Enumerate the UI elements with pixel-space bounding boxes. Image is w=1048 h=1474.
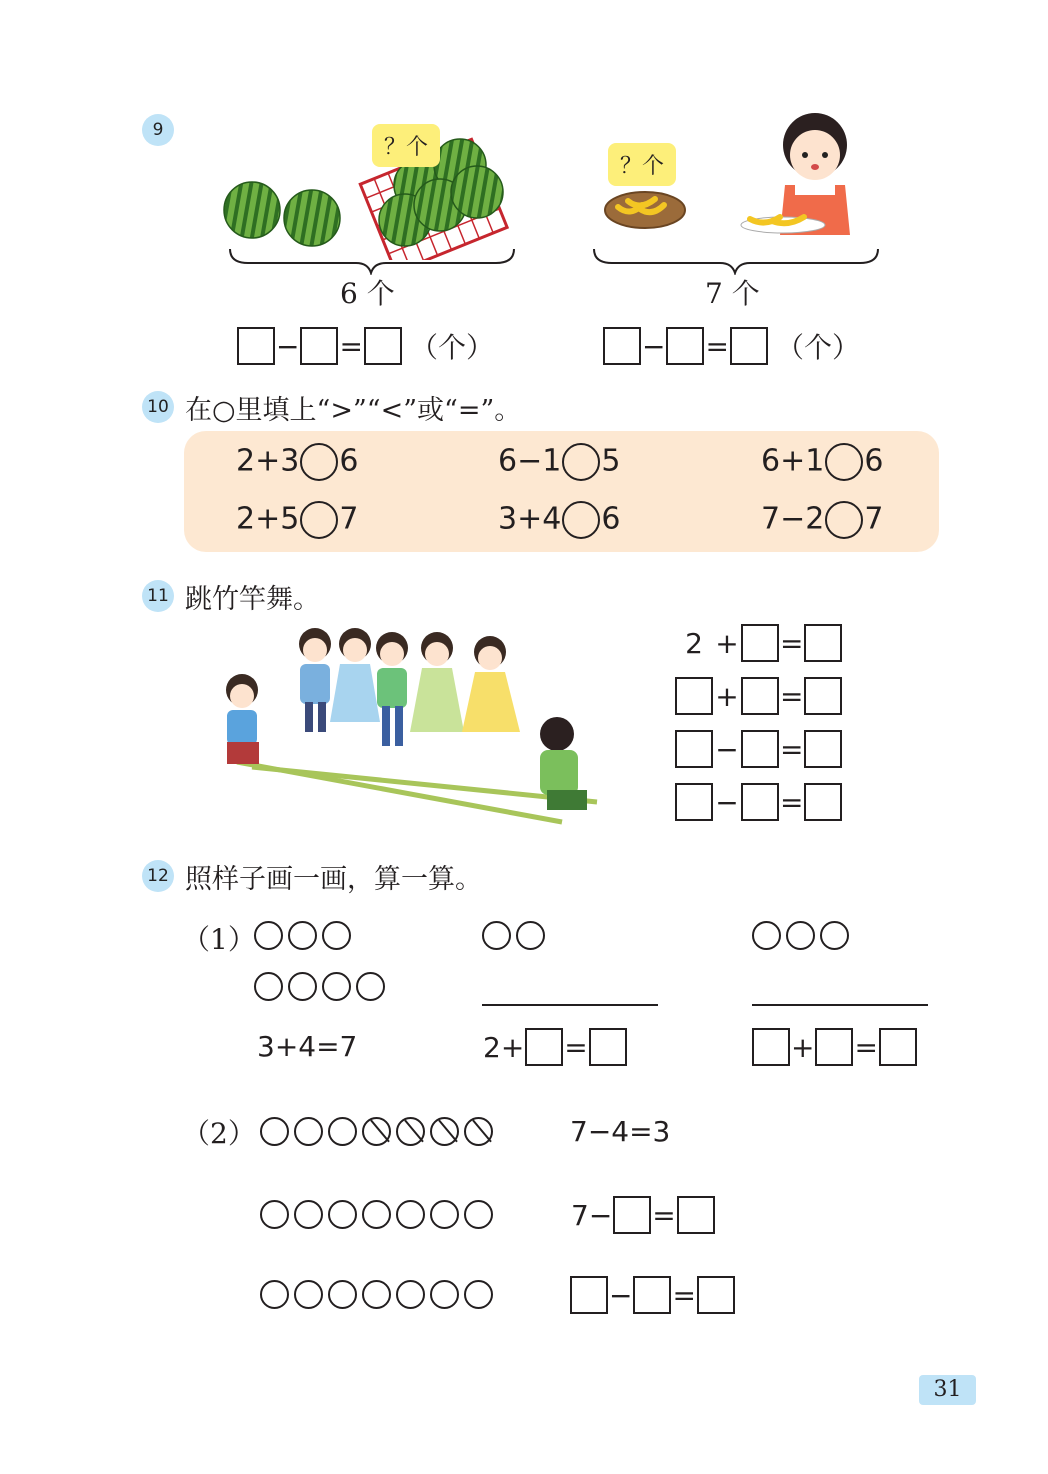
part-1-equation-3: + =	[752, 1028, 917, 1066]
left-brace	[228, 245, 518, 275]
answer-box[interactable]	[300, 327, 338, 365]
left-total-label: 6 个	[340, 277, 395, 310]
answer-box[interactable]	[697, 1276, 735, 1314]
part-1-label: （1）	[182, 923, 256, 956]
answer-box[interactable]	[364, 327, 402, 365]
answer-box[interactable]	[675, 730, 713, 768]
answer-box[interactable]	[675, 783, 713, 821]
answer-box[interactable]	[666, 327, 704, 365]
example-equation: 3+4=7	[257, 1030, 358, 1063]
answer-circle[interactable]	[300, 501, 338, 539]
equation-row-2: + =	[675, 677, 842, 715]
answer-box[interactable]	[675, 677, 713, 715]
answer-box[interactable]	[741, 783, 779, 821]
bamboo-dance-illustration	[212, 622, 607, 827]
comparison-item: 6+1 6	[761, 443, 883, 481]
answer-box[interactable]	[570, 1276, 608, 1314]
watermelon-illustration	[215, 90, 545, 260]
answer-box[interactable]	[741, 624, 779, 662]
left-equation	[237, 326, 494, 366]
answer-box[interactable]	[677, 1196, 715, 1234]
unit-label: （个）	[775, 331, 860, 364]
answer-box[interactable]	[237, 327, 275, 365]
comparison-item: 2+5 7	[236, 501, 358, 539]
answer-box[interactable]	[730, 327, 768, 365]
answer-box[interactable]	[752, 1028, 790, 1066]
part-2-example-equation: 7−4=3	[570, 1115, 671, 1148]
answer-box[interactable]	[804, 783, 842, 821]
left-question-bubble: ？个	[372, 124, 440, 167]
right-equation	[603, 326, 860, 366]
question-number-11: 11	[142, 580, 174, 612]
question-10-title: 在○里填上“>”“<”或“=”。	[185, 395, 522, 426]
question-number-10: 10	[142, 391, 174, 423]
equals-sign: =	[705, 329, 729, 363]
answer-box[interactable]	[589, 1028, 627, 1066]
part-2-equation-2: 7− =	[570, 1196, 715, 1234]
answer-circle[interactable]	[825, 443, 863, 481]
question-number-9: 9	[142, 114, 174, 146]
answer-box[interactable]	[633, 1276, 671, 1314]
answer-box[interactable]	[804, 677, 842, 715]
circles-group-3	[752, 921, 854, 950]
minus-sign: −	[642, 329, 666, 363]
comparison-item: 7−2 7	[761, 501, 883, 539]
circles-group-2	[482, 921, 550, 950]
question-number-12: 12	[142, 860, 174, 892]
unit-label: （个）	[409, 331, 494, 364]
circles-row-7a[interactable]	[260, 1200, 498, 1229]
answer-box[interactable]	[804, 730, 842, 768]
circles-row-7b[interactable]	[260, 1280, 498, 1309]
example-crossed-circles	[260, 1117, 498, 1146]
drawing-line[interactable]	[482, 1004, 658, 1006]
part-2-equation-3: − =	[570, 1276, 735, 1314]
answer-box[interactable]	[741, 730, 779, 768]
answer-box[interactable]	[804, 624, 842, 662]
answer-box[interactable]	[815, 1028, 853, 1066]
question-11-title: 跳竹竿舞。	[185, 584, 320, 615]
answer-box[interactable]	[613, 1196, 651, 1234]
example-circles-row-2	[254, 972, 390, 1001]
right-total-label: 7 个	[705, 277, 760, 310]
comparison-panel	[184, 431, 939, 552]
answer-box[interactable]	[525, 1028, 563, 1066]
answer-circle[interactable]	[562, 501, 600, 539]
equals-sign: =	[339, 329, 363, 363]
page-number: 31	[919, 1375, 976, 1405]
answer-circle[interactable]	[562, 443, 600, 481]
minus-sign: −	[276, 329, 300, 363]
equation-row-3: − =	[675, 730, 842, 768]
right-question-bubble: ？个	[608, 143, 676, 186]
comparison-item: 2+3 6	[236, 443, 358, 481]
part-1-equation-2: 2+ =	[482, 1028, 627, 1066]
right-brace	[592, 245, 882, 275]
answer-box[interactable]	[879, 1028, 917, 1066]
part-2-label: （2）	[182, 1117, 256, 1150]
answer-box[interactable]	[603, 327, 641, 365]
question-12-title: 照样子画一画，算一算。	[185, 864, 482, 895]
drawing-line[interactable]	[752, 1004, 928, 1006]
example-circles-row-1	[254, 921, 356, 950]
answer-circle[interactable]	[300, 443, 338, 481]
answer-box[interactable]	[741, 677, 779, 715]
equation-row-4: − =	[675, 783, 842, 821]
equation-row-1: 2 + =	[675, 624, 842, 662]
comparison-item: 3+4 6	[498, 501, 620, 539]
comparison-item: 6−1 5	[498, 443, 620, 481]
answer-circle[interactable]	[825, 501, 863, 539]
